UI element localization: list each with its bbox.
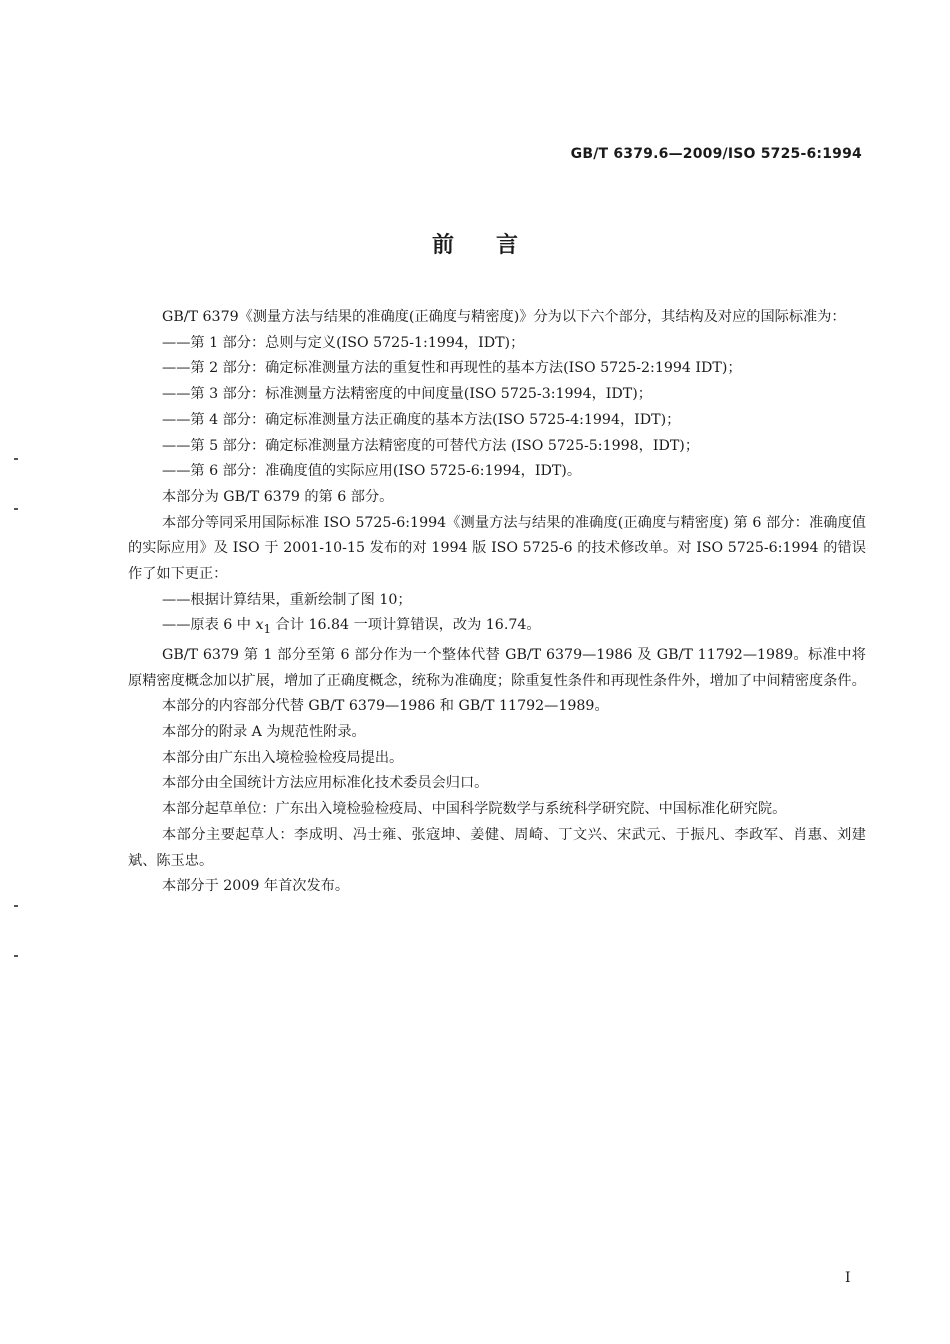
scan-margin-mark [14, 508, 18, 510]
paragraph-annex: 本部分的附录 A 为规范性附录。 [162, 724, 366, 741]
paragraph-administered-by: 本部分由全国统计方法应用标准化技术委员会归口。 [162, 775, 489, 792]
variable-x: x [255, 617, 264, 634]
paragraph-adoption: 本部分等同采用国际标准 ISO 5725-6:1994《测量方法与结果的准确度(正确度与精密度) 第 6 部分：准确度值的实际应用》及 ISO 于 2001-10-15 发布的对 1994 版 ISO 5725-6 的技术修改单。对 ISO 5725-6:1994 的错误作了如下更正： [128, 514, 866, 583]
paragraph-proposed-by: 本部分由广东出入境检验检疫局提出。 [162, 749, 404, 766]
paragraph-first-release: 本部分于 2009 年首次发布。 [162, 878, 350, 895]
change-2-prefix: ——原表 6 中 [162, 617, 256, 634]
standard-number-header: GB/T 6379.6—2009/ISO 5725-6:1994 [570, 146, 862, 162]
paragraph-structure: GB/T 6379《测量方法与结果的准确度(正确度与精密度)》分为以下六个部分，其结构及对应的国际标准为： [162, 309, 846, 325]
paragraph-replacement: GB/T 6379 第 1 部分至第 6 部分作为一个整体代替 GB/T 6379—1986 及 GB/T 11792—1989。标准中将原精密度概念加以扩展，增加了正确度概念，统称为准确度；除重复性条件和再现性条件外，增加了中间精密度条件。 [128, 646, 866, 689]
list-item-change-1: ——根据计算结果，重新绘制了图 10； [162, 591, 412, 608]
list-item-part-2: ——第 2 部分：确定标准测量方法的重复性和再现性的基本方法(ISO 5725-2:1994 IDT)； [162, 360, 742, 377]
list-item-change-2 [128, 613, 866, 643]
scan-margin-mark [14, 905, 18, 907]
list-item-part-6: ——第 6 部分：准确度值的实际应用(ISO 5725-6:1994，IDT)。 [162, 463, 582, 480]
change-2-suffix: 合计 16.84 一项计算错误，改为 16.74。 [271, 617, 541, 634]
paragraph-drafters: 本部分主要起草人：李成明、冯士雍、张寇坤、姜健、周崎、丁文兴、宋武元、于振凡、李政军、肖惠、刘建斌、陈玉忠。 [128, 826, 866, 869]
paragraph-part-number: 本部分为 GB/T 6379 的第 6 部分。 [162, 488, 394, 505]
page-title: 前言 [431, 233, 560, 258]
scan-margin-mark [14, 458, 18, 460]
scan-margin-mark [14, 955, 18, 957]
page-number: I [845, 1270, 851, 1286]
list-item-part-5: ——第 5 部分：确定标准测量方法精密度的可替代方法 (ISO 5725-5:1998，IDT)； [162, 437, 700, 454]
foreword-body [128, 305, 866, 900]
list-item-part-1: ——第 1 部分：总则与定义(ISO 5725-1:1994，IDT)； [162, 334, 525, 351]
list-item-part-3: ——第 3 部分：标准测量方法精密度的中间度量(ISO 5725-3:1994，IDT)； [162, 386, 652, 403]
list-item-part-4: ——第 4 部分：确定标准测量方法正确度的基本方法(ISO 5725-4:1994，IDT)； [162, 411, 681, 428]
paragraph-drafting-units: 本部分起草单位：广东出入境检验检疫局、中国科学院数学与系统科学研究院、中国标准化研究院。 [162, 801, 787, 818]
variable-subscript: 1 [263, 622, 272, 637]
paragraph-partial-replacement: 本部分的内容部分代替 GB/T 6379—1986 和 GB/T 11792—1989。 [162, 698, 609, 715]
